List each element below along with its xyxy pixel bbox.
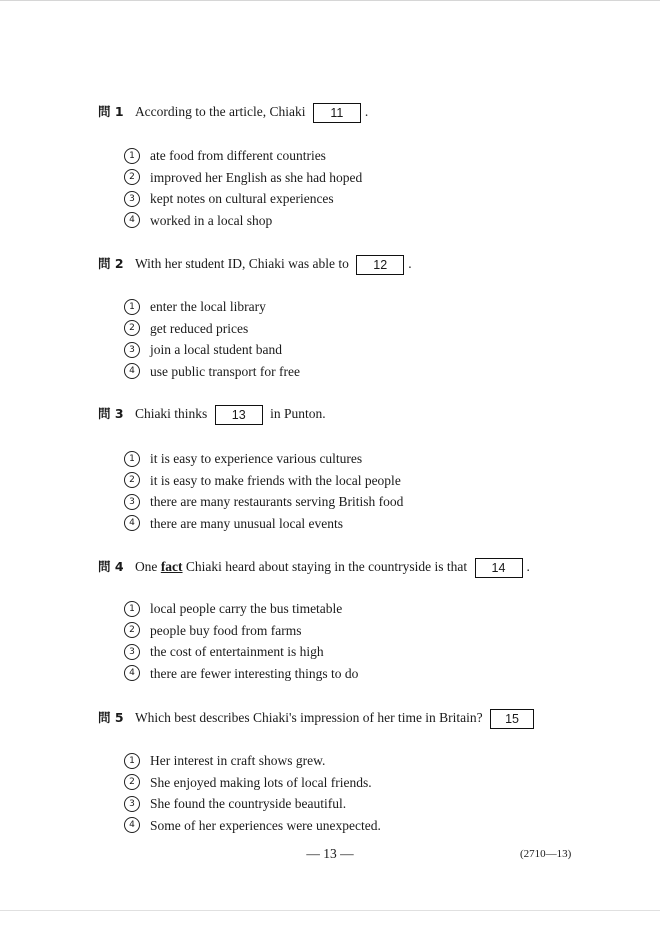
question-1-label: 問 1 [98, 104, 124, 119]
option-text: get reduced prices [150, 320, 249, 336]
option-item [124, 448, 403, 470]
question-3-stem: Chiaki thinks [134, 406, 208, 421]
option-number-icon: 4 [124, 363, 140, 379]
option-item [124, 210, 362, 232]
option-text: enter the local library [150, 299, 266, 314]
option-item [124, 750, 381, 772]
question-3-options [124, 448, 403, 534]
question-3-label: 問 3 [98, 406, 124, 421]
option-text: ate food from different countries [150, 148, 326, 163]
bottom-border [0, 910, 660, 911]
option-text: worked in a local shop [150, 212, 273, 228]
option-item [124, 361, 300, 383]
question-4-stem-end: Chiaki heard about staying in the countryside is that [185, 559, 468, 574]
question-1-period: . [364, 104, 369, 119]
option-number-icon: 4 [124, 817, 140, 833]
question-2-period: . [408, 256, 412, 271]
option-text: Her interest in craft shows grew. [150, 753, 326, 768]
question-2-stem: With her student ID, Chiaki was able to [134, 256, 349, 271]
option-text: She enjoyed making lots of local friends. [150, 774, 372, 790]
option-number-icon: 4 [124, 212, 140, 228]
answer-box-14: 14 [475, 558, 523, 578]
question-4-options [124, 598, 358, 684]
option-number-icon: 1 [124, 601, 140, 617]
option-item [124, 815, 381, 837]
option-text: use public transport for free [150, 363, 300, 379]
option-number-icon: 4 [124, 515, 140, 531]
option-text: people buy food from farms [150, 622, 302, 638]
option-number-icon: 2 [124, 774, 140, 790]
option-text: kept notes on cultural experiences [150, 191, 334, 206]
option-text: join a local student band [150, 342, 282, 357]
option-item [124, 470, 403, 492]
option-text: local people carry the bus timetable [150, 601, 343, 616]
option-number-icon: 1 [124, 753, 140, 769]
option-item [124, 167, 362, 189]
option-item [124, 772, 381, 794]
option-number-icon: 2 [124, 320, 140, 336]
option-number-icon: 3 [124, 342, 140, 358]
option-item [124, 513, 403, 535]
answer-box-12: 12 [356, 255, 404, 275]
option-number-icon: 3 [124, 796, 140, 812]
option-number-icon: 1 [124, 451, 140, 467]
option-text: it is easy to make friends with the local people [150, 472, 401, 488]
option-item [124, 188, 362, 210]
question-3-tail: in Punton. [270, 406, 326, 421]
option-number-icon: 2 [124, 622, 140, 638]
option-number-icon: 3 [124, 644, 140, 660]
question-5-label: 問 5 [98, 710, 124, 725]
option-text: it is easy to experience various cultures [150, 451, 363, 466]
option-text: there are fewer interesting things to do [150, 665, 359, 681]
question-5-options [124, 750, 381, 836]
option-item [124, 318, 300, 340]
question-1-stem: According to the article, Chiaki [134, 104, 306, 119]
question-4-label: 問 4 [98, 559, 124, 574]
option-text: Some of her experiences were unexpected. [150, 817, 381, 833]
question-2 [98, 254, 412, 275]
option-item [124, 339, 300, 361]
question-4-period: . [526, 559, 530, 574]
option-text: the cost of entertainment is high [150, 644, 324, 659]
option-number-icon: 1 [124, 148, 140, 164]
option-text: improved her English as she had hoped [150, 169, 363, 185]
question-1 [98, 102, 368, 123]
option-number-icon: 1 [124, 299, 140, 315]
option-item [124, 296, 300, 318]
question-2-label: 問 2 [98, 256, 124, 271]
question-1-options [124, 145, 362, 231]
option-number-icon: 4 [124, 665, 140, 681]
option-text: there are many restaurants serving British food [150, 494, 404, 509]
option-text: there are many unusual local events [150, 515, 344, 531]
option-number-icon: 3 [124, 191, 140, 207]
top-border [0, 0, 660, 1]
question-4-stem-start: One [134, 559, 158, 574]
answer-box-11: 11 [313, 103, 361, 123]
question-2-options [124, 296, 300, 382]
option-number-icon: 3 [124, 494, 140, 510]
question-4-emphasis: fact [160, 559, 183, 574]
answer-box-15: 15 [490, 709, 534, 729]
question-3 [98, 404, 326, 425]
question-5-stem: Which best describes Chiaki's impression of her time in Britain? [134, 710, 483, 725]
option-item [124, 491, 403, 513]
option-item [124, 145, 362, 167]
option-text: She found the countryside beautiful. [150, 796, 347, 811]
option-item [124, 793, 381, 815]
option-number-icon: 2 [124, 169, 140, 185]
option-item [124, 663, 358, 685]
page-number: — 13 — [306, 846, 354, 861]
exam-code: (2710—13) [520, 848, 572, 860]
question-4 [98, 557, 530, 578]
option-item [124, 598, 358, 620]
question-5 [98, 708, 538, 729]
option-item [124, 641, 358, 663]
answer-box-13: 13 [215, 405, 263, 425]
option-item [124, 620, 358, 642]
option-number-icon: 2 [124, 472, 140, 488]
